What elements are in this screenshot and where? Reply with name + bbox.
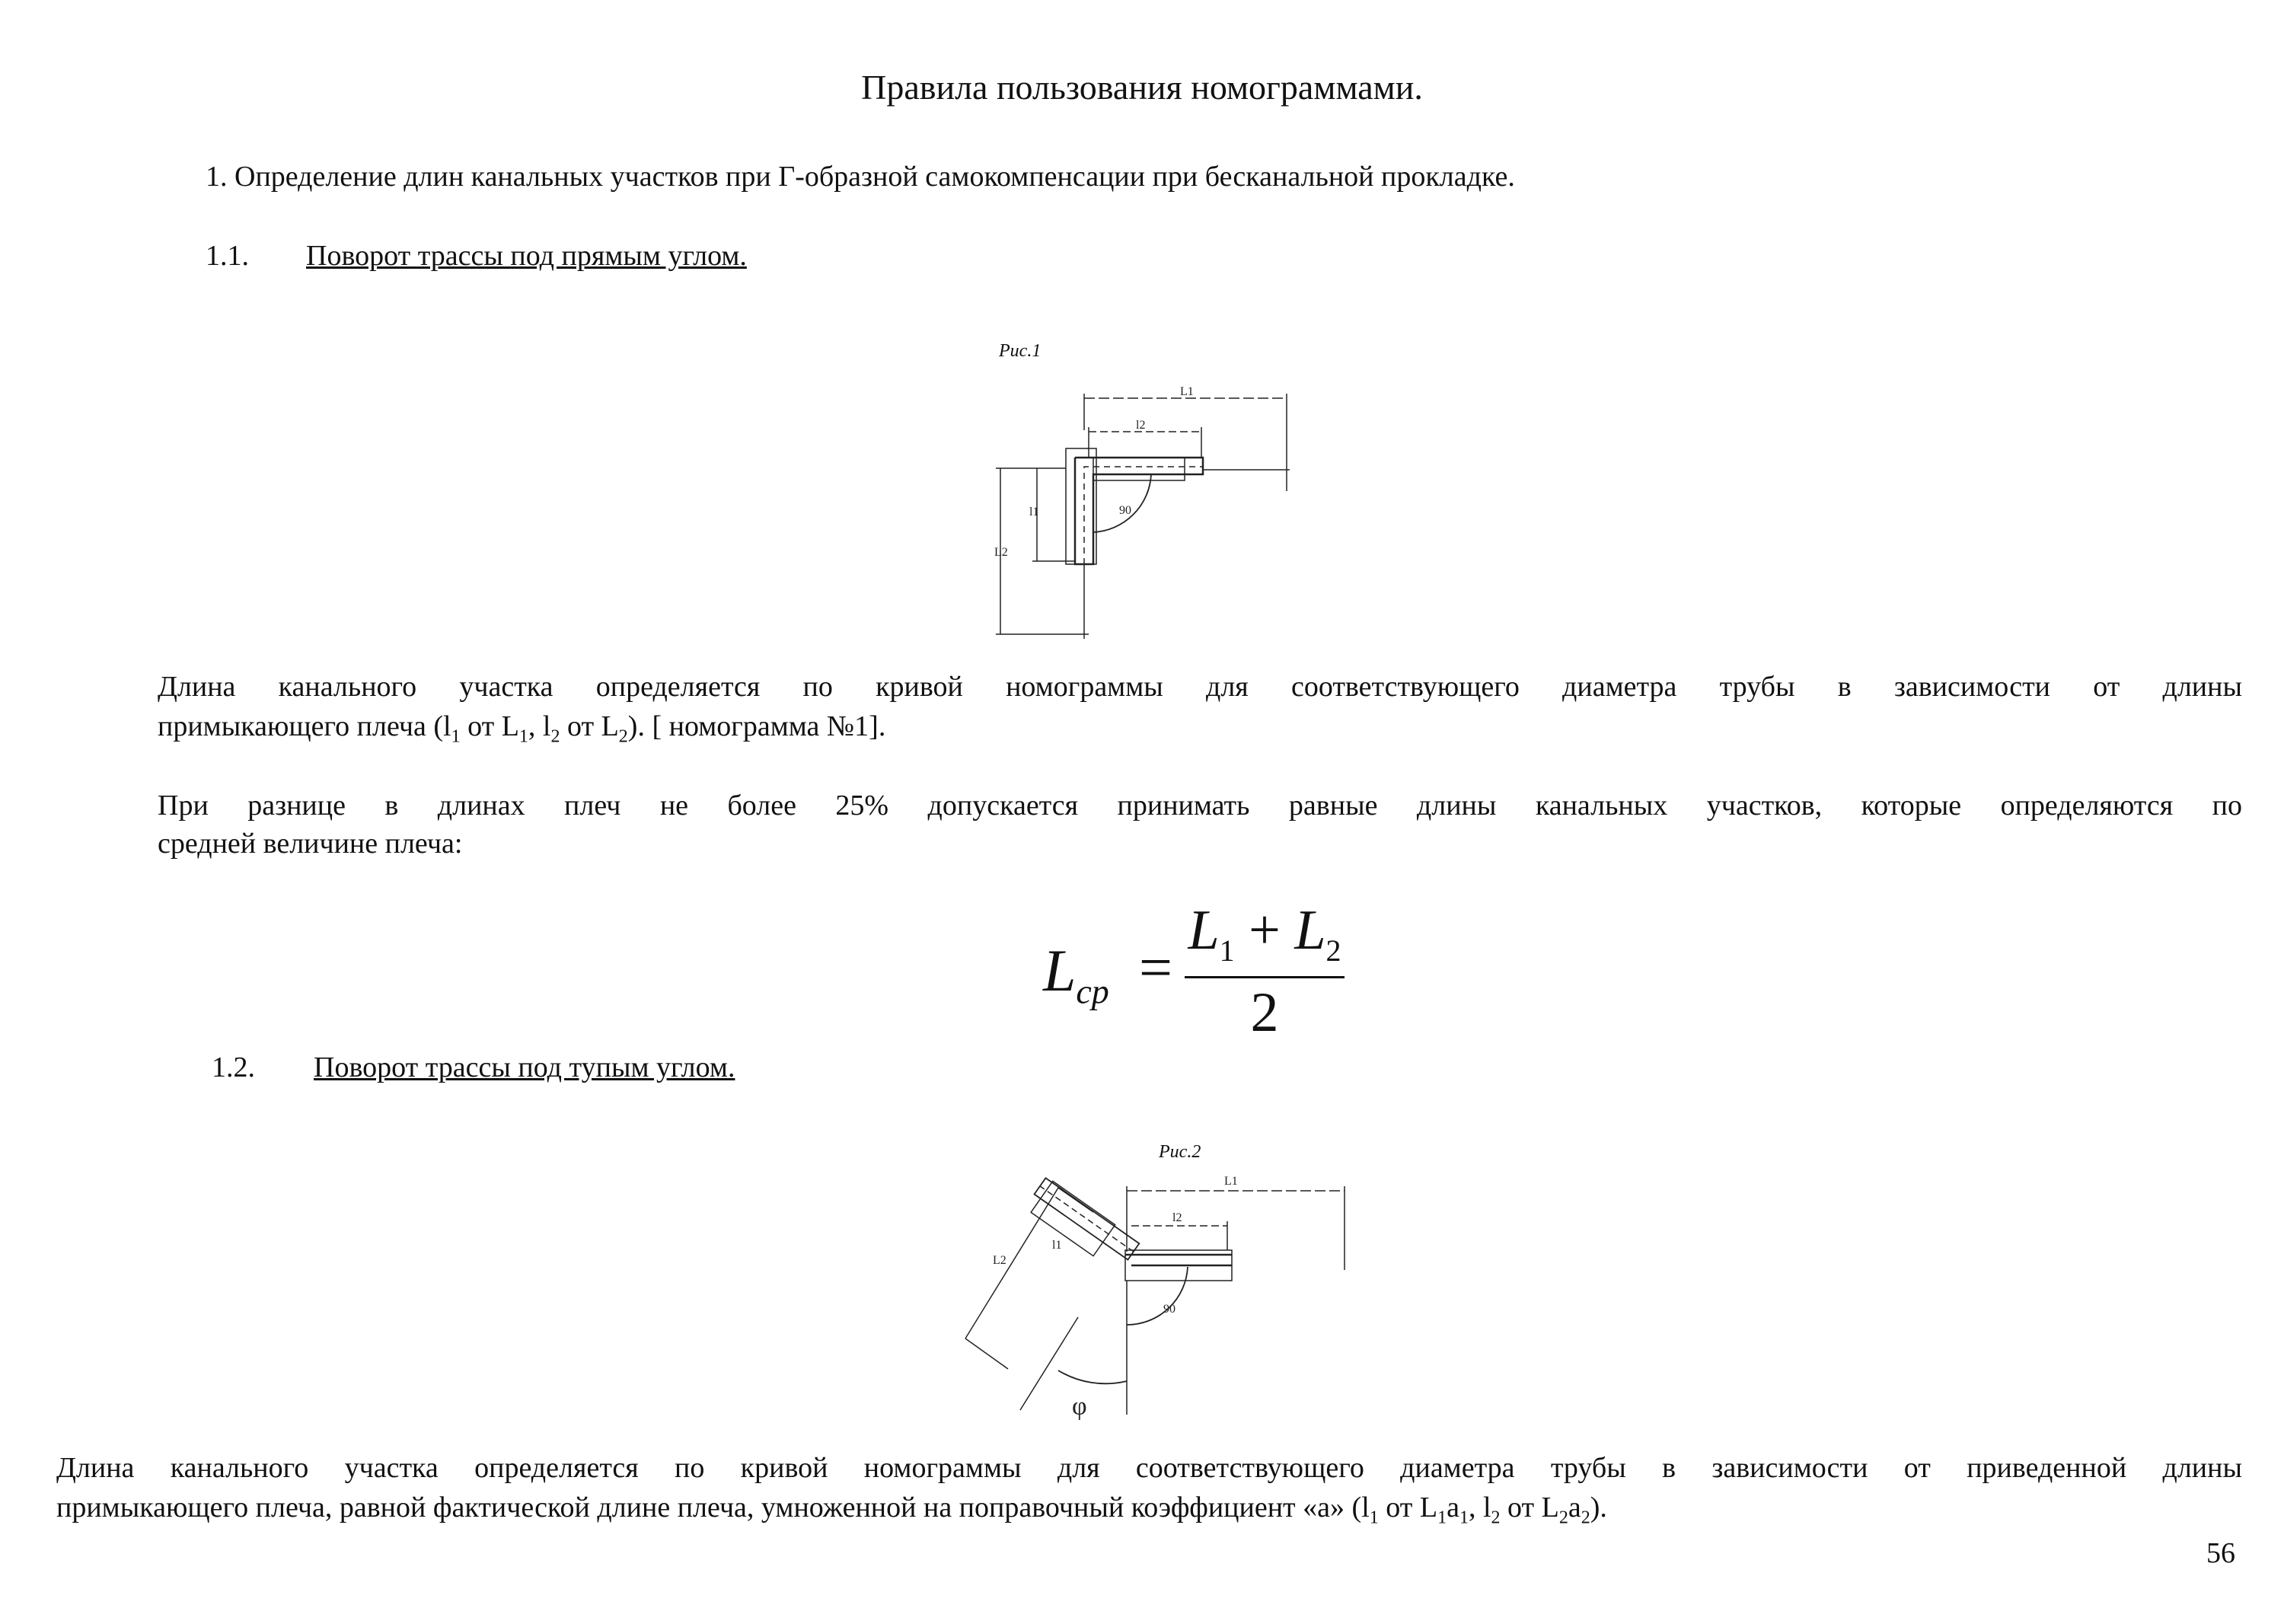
figure-2-label-angle: 90: [1163, 1303, 1175, 1316]
figure-1-channel-vertical: [1066, 448, 1096, 564]
section-1-2-title: Поворот трассы под тупым углом.: [314, 1051, 735, 1083]
figure-1-label-L2: L2: [994, 546, 1008, 559]
figure-2-caption: Рис.2: [1159, 1142, 1201, 1162]
paragraph-3-line-1: Длина канального участка определяется по кривой номограммы для соответствующего диаметра трубы в зависимости от приведенной длины: [56, 1452, 2242, 1484]
figure-1-label-l1: l1: [1029, 506, 1039, 518]
figure-1-label-L1: L1: [1180, 385, 1194, 398]
page-title: Правила пользования номограммами.: [861, 68, 1423, 107]
figure-2-pipe-inclined: [1035, 1178, 1140, 1259]
page-number: 56: [2206, 1537, 2235, 1569]
formula-equals: =: [1139, 934, 1172, 1000]
figure-1-channel-horizontal: [1093, 458, 1185, 480]
section-1-1-title: Поворот трассы под прямым углом.: [306, 240, 747, 272]
figure-2-drawing: [944, 1173, 1370, 1431]
section-1-heading: 1. Определение длин канальных участков при Г-образной самокомпенсации при бесканальной прокладке.: [206, 161, 1515, 193]
formula-lhs: $L_{ср}$: [1043, 937, 1109, 1011]
paragraph-1-line-1: Длина канального участка определяется по кривой номограммы для соответствующего диаметра трубы в зависимости от длины: [158, 671, 2242, 703]
figure-1-drawing: [990, 384, 1309, 643]
formula-average-arm: [1035, 898, 1355, 1051]
figure-2-label-l1: l1: [1052, 1239, 1062, 1252]
formula-numerator: $L_1 + L_2$: [1188, 899, 1341, 968]
figure-2-label-L2: L2: [993, 1254, 1006, 1267]
figure-2-label-l2: l2: [1172, 1211, 1182, 1224]
figure-1-label-angle: 90: [1119, 504, 1131, 517]
paragraph-2-line-2: средней величине плеча:: [158, 828, 463, 860]
section-1-1-number: 1.1.: [206, 240, 249, 272]
figure-2-label-phi: φ: [1072, 1393, 1087, 1421]
formula-fraction-bar: [1185, 976, 1345, 978]
paragraph-2-line-1: При разнице в длинах плеч не более 25% допускается принимать равные длины канальных участков, которые определяются по: [158, 790, 2242, 822]
figure-1-label-l2: l2: [1136, 419, 1146, 432]
paragraph-1-line-2: примыкающего плеча ($l_1$ от $L_1$, $l_2$ от $L_2$). [ номограмма №1].: [158, 710, 886, 747]
paragraph-3-line-2: примыкающего плеча, равной фактической длине плеча, умноженной на поправочный коэффициент «а» ($l_1$ от $L_1a_1$, $l_2$ от $L_2a_2$).: [56, 1492, 1607, 1528]
figure-2-label-L1: L1: [1224, 1175, 1238, 1188]
formula-denominator: 2: [1250, 981, 1279, 1044]
figure-1-caption: Рис.1: [999, 341, 1042, 361]
figure-1-pipe: [1075, 458, 1203, 564]
section-1-2-number: 1.2.: [212, 1051, 255, 1083]
